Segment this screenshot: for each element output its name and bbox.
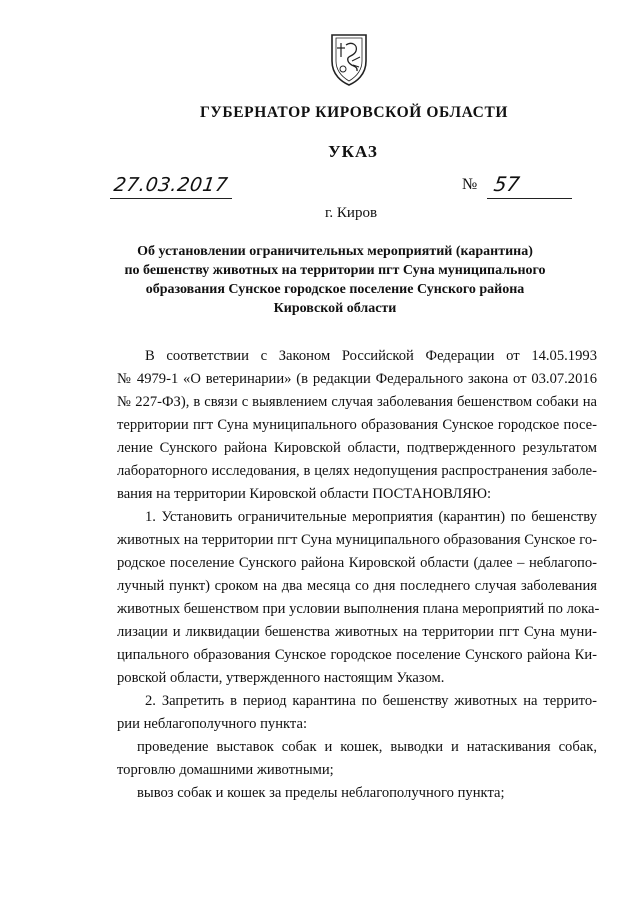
number-underline: [487, 198, 572, 199]
city-name: г. Киров: [324, 205, 378, 221]
body-line: № 227-ФЗ), в связи с выявлением случая заболевания бешенством собаки на: [117, 394, 597, 410]
body-line: 2. Запретить в период карантина по бешенству животных на террито-: [145, 693, 597, 709]
body-line: В соответствии с Законом Российской Федерации от 14.05.1993: [145, 348, 597, 364]
date-underline: [110, 198, 232, 199]
body-line: лизации и ликвидации бешенства животных на территории пгт Суна муни-: [117, 624, 597, 640]
body-line: рии неблагополучного пункта:: [117, 716, 308, 732]
body-line: родское поселение Сунского района Кировской области (далее – неблагопо-: [117, 555, 597, 571]
body-line: территории пгт Суна муниципального образования Сунское городское посе-: [117, 417, 597, 433]
title-line: образования Сунское городское поселение Сунского района: [145, 282, 525, 297]
decree-date: 27.03.2017: [112, 174, 230, 196]
body-line: 1. Установить ограничительные мероприятия (карантин) по бешенству: [145, 509, 597, 525]
document-type: УКАЗ: [328, 142, 378, 161]
title-line: Об установлении ограничительных мероприятий (карантина): [137, 244, 533, 259]
body-line: № 4979-1 «О ветеринарии» (в редакции Федерального закона от 03.07.2016: [117, 371, 597, 387]
number-label: №: [462, 176, 478, 193]
body-line: животных на территории пгт Суна муниципального образования Сунское го-: [117, 532, 597, 548]
decree-body: [117, 345, 600, 805]
title-line: Кировской области: [273, 301, 397, 316]
body-line: проведение выставок собак и кошек, выводки и натаскивания собак,: [137, 739, 597, 755]
issuing-authority: ГУБЕРНАТОР КИРОВСКОЙ ОБЛАСТИ: [199, 104, 509, 121]
body-line: лучный пункт) сроком на два месяца со дня последнего случая заболевания: [117, 578, 597, 594]
body-line: животных бешенством при условии выполнения плана мероприятий по лока-: [117, 601, 600, 617]
body-line: ровской области, утвержденного настоящим Указом.: [117, 670, 445, 686]
body-line: ципального образования Сунское городское поселение Сунского района Ки-: [117, 647, 597, 663]
body-line: торговлю домашними животными;: [117, 762, 334, 778]
body-line: лабораторного исследования, в целях недопущения распространения заболе-: [117, 463, 597, 479]
title-line: по бешенству животных на территории пгт Суна муниципального: [124, 263, 546, 278]
coat-of-arms-icon: [326, 31, 372, 87]
body-line: ление Сунского района Кировской области, подтвержденного результатом: [117, 440, 597, 456]
decree-title: [120, 242, 550, 318]
body-line: вания на территории Кировской области ПОСТАНОВЛЯЮ:: [117, 486, 492, 502]
decree-number: 57: [492, 172, 522, 196]
body-line: вывоз собак и кошек за пределы неблагополучного пункта;: [137, 785, 505, 801]
